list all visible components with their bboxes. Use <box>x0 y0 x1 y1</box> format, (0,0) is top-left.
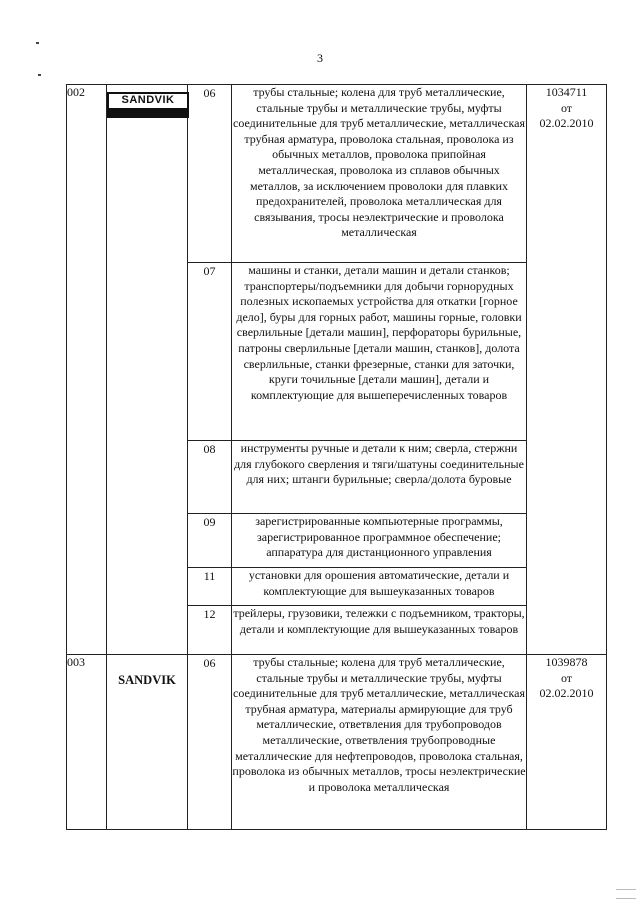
table-row <box>67 514 607 568</box>
goods-list: машины и станки, детали машин и детали станков; транспортеры/подъемники для добычи горнорудных полезных ископаемых устройства для откатки [горное дело], буры для горных работ, машины горные, головки сверлильные [детали машин], перфораторы бурильные, патроны сверлильные [детали машин, станков], долота сверлильные, станки фрезерные, станки для заточки, круги точильные [детали машин], детали и комплектующие для вышеперечисленных товаров <box>232 263 527 441</box>
trademark-cell <box>107 85 188 263</box>
class-number: 06 <box>203 86 216 100</box>
registration-cell <box>527 85 607 263</box>
scan-speck <box>38 74 41 76</box>
class-cell <box>188 514 232 568</box>
scan-speck <box>36 42 39 44</box>
sandvik-logo <box>107 92 189 118</box>
class-cell <box>188 655 232 830</box>
scan-corner-mark <box>616 889 636 899</box>
class-cell <box>188 568 232 606</box>
class-number: 12 <box>203 607 216 621</box>
row-number: 002 <box>67 85 107 263</box>
class-number: 06 <box>203 656 216 670</box>
registration-cell <box>527 655 607 830</box>
trademark-registration-table <box>66 84 607 830</box>
table-row <box>67 263 607 441</box>
word-mark: SANDVIK <box>118 673 176 687</box>
goods-list: зарегистрированные компьютерные программы, зарегистрированное программное обеспечение; аппаратура для дистанционного управления <box>232 514 527 568</box>
goods-list: инструменты ручные и детали к ним; сверла, стержни для глубокого сверления и тяги/шатуны соединительные для них; штанги бурильные; сверла/долота буровые <box>232 441 527 514</box>
class-number: 09 <box>203 515 216 529</box>
registration-date: 02.02.2010 <box>539 686 594 701</box>
class-number: 08 <box>203 442 216 456</box>
table-row <box>67 441 607 514</box>
table-row <box>67 85 607 263</box>
registration-from: от <box>560 670 573 685</box>
registration-from: от <box>560 100 573 115</box>
class-number: 11 <box>203 569 216 583</box>
registration-date: 02.02.2010 <box>539 116 594 131</box>
trademark-cell <box>107 655 188 830</box>
table-row <box>67 568 607 606</box>
registration-number: 1039878 <box>545 655 588 669</box>
goods-list: трубы стальные; колена для труб металлические, стальные трубы и металлические трубы, муфты соединительные для труб металлические, металлическая трубная арматура, материалы армирующие для труб металлические, ответвления для трубопроводов металлические, ответвления трубопроводные металлические для нефтепроводов, проволока стальная, проволока из обычных металлов, тросы неэлектрические и проволока металлическая <box>232 655 527 830</box>
class-cell <box>188 263 232 441</box>
registration-number: 1034711 <box>545 85 588 99</box>
table-row <box>67 606 607 655</box>
row-number: 003 <box>67 655 107 830</box>
goods-list: установки для орошения автоматические, детали и комплектующие для вышеуказанных товаров <box>232 568 527 606</box>
goods-list: трубы стальные; колена для труб металлические, стальные трубы и металлические трубы, муфты соединительные для труб металлические, металлическая трубная арматура, проволока стальная, проволока из обычных металлов, проволока припойная металлическая, проволока из сплавов обычных металлов, за исключением проволоки для плавких предохранителей, проволока металлическая для связывания, тросы неэлектрические и проволока металлическая <box>232 85 527 263</box>
logo-text: SANDVIK <box>121 94 175 106</box>
class-cell <box>188 606 232 655</box>
goods-list: трейлеры, грузовики, тележки с подъемником, тракторы, детали и комплектующие для вышеуказанных товаров <box>232 606 527 655</box>
class-cell <box>188 441 232 514</box>
table-row <box>67 655 607 830</box>
logo-bar <box>109 108 187 116</box>
class-cell <box>188 85 232 263</box>
page-number: 3 <box>317 51 323 65</box>
class-number: 07 <box>203 264 216 278</box>
